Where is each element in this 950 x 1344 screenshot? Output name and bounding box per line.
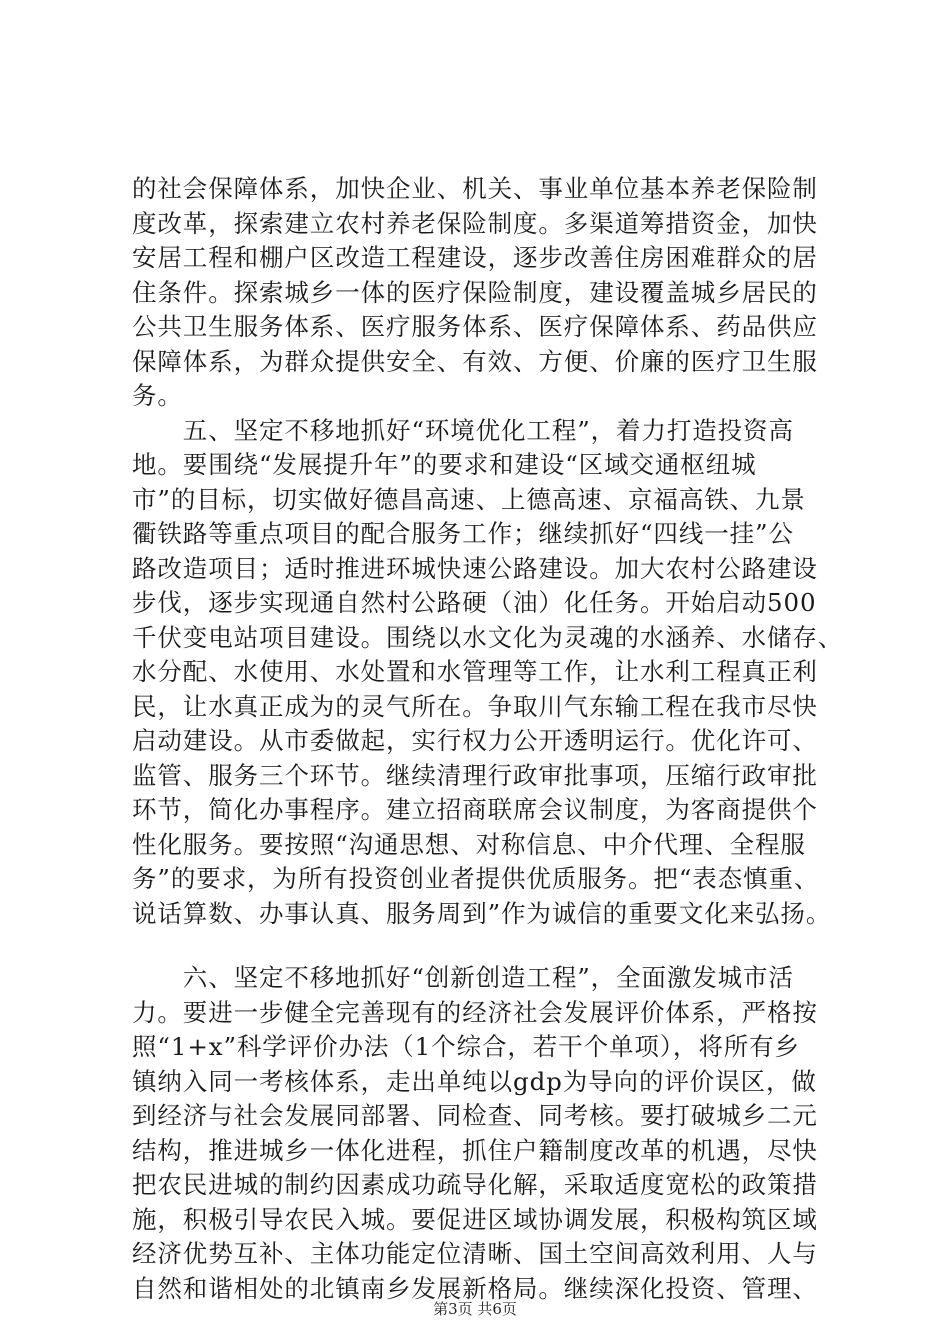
text-line: 住条件。探索城乡一体的医疗保险制度，建设覆盖城乡居民的 [132,277,818,307]
text-line: 的社会保障体系，加快企业、机关、事业单位基本养老保险制 [132,174,818,203]
text-line: 施，积极引导农民入城。要促进区域协调发展，积极构筑区域 [132,1204,818,1234]
page-number-footer: 第3页 共6页 [433,1300,517,1318]
text-line: 力。要进一步健全完善现有的经济社会发展评价体系，严格按 [132,997,818,1027]
text-line: 环节，简化办事程序。建立招商联席会议制度，为客商提供个 [132,795,818,824]
text-line: 水分配、水使用、水处置和水管理等工作，让水利工程真正利 [132,657,818,686]
text-line: 自然和谐相处的北镇南乡发展新格局。继续深化投资、管理、 [132,1273,818,1303]
text-line: 衢铁路等重点项目的配合服务工作；继续抓好“四线一挂”公 [132,519,794,548]
text-line: 公共卫生服务体系、医疗服务体系、医疗保障体系、药品供应 [132,312,818,341]
text-line: 路改造项目；适时推进环城快速公路建设。加大农村公路建设 [132,553,818,583]
text-line: 地。要围绕“发展提升年”的要求和建设“区域交通枢纽城 [132,450,757,479]
text-line: 务”的要求，为所有投资创业者提供优质服务。把“表态慎重、 [132,864,820,893]
text-line: 安居工程和棚户区改造工程建设，逐步改善住房困难群众的居 [132,243,818,272]
text-line: 结构，推进城乡一体化进程，抓住户籍制度改革的机遇，尽快 [132,1135,818,1165]
text-line: 千伏变电站项目建设。围绕以水文化为灵魂的水涵养、水储存、 [132,622,844,652]
paragraph-social-security [132,172,822,414]
text-line: 民，让水真正成为的灵气所在。争取川气东输工程在我市尽快 [132,691,818,721]
text-line: 到经济与社会发展同部署、同检查、同考核。要打破城乡二元 [132,1101,818,1130]
text-line: 性化服务。要按照“沟通思想、对称信息、中介代理、全程服 [132,829,806,859]
paragraph-environment-optimization [132,414,844,932]
text-line: 步伐，逐步实现通自然村公路硬（油）化任务。开始启动500 [132,588,817,617]
document-body [132,172,844,1306]
text-line: 经济优势互补、主体功能定位清晰、国土空间高效利用、人与 [132,1239,818,1268]
text-line: 务。 [132,381,183,410]
text-line: 说话算数、办事认真、服务周到”作为诚信的重要文化来弘扬。 [132,898,832,928]
text-line: 启动建设。从市委做起，实行权力公开透明运行。优化许可、 [132,726,818,755]
text-line: 五、坚定不移地抓好“环境优化工程”，着力打造投资高 [132,415,794,445]
text-line: 六、坚定不移地抓好“创新创造工程”，全面激发城市活 [132,963,794,992]
paragraph-spacer [132,931,822,961]
paragraph-innovation-creation [132,961,822,1306]
text-line: 监管、服务三个环节。继续清理行政审批事项，压缩行政审批 [132,760,818,790]
text-line: 把农民进城的制约因素成功疏导化解，采取适度宽松的政策措 [132,1170,818,1199]
text-line: 保障体系，为群众提供安全、有效、方便、价廉的医疗卫生服 [132,346,818,376]
text-line: 照“1+x”科学评价办法（1个综合，若干个单项），将所有乡 [132,1032,800,1061]
text-line: 镇纳入同一考核体系，走出单纯以gdp为导向的评价误区，做 [132,1066,817,1096]
text-line: 市”的目标，切实做好德昌高速、上德高速、京福高铁、九景 [132,484,806,514]
text-line: 度改革，探索建立农村养老保险制度。多渠道筹措资金，加快 [132,208,818,238]
